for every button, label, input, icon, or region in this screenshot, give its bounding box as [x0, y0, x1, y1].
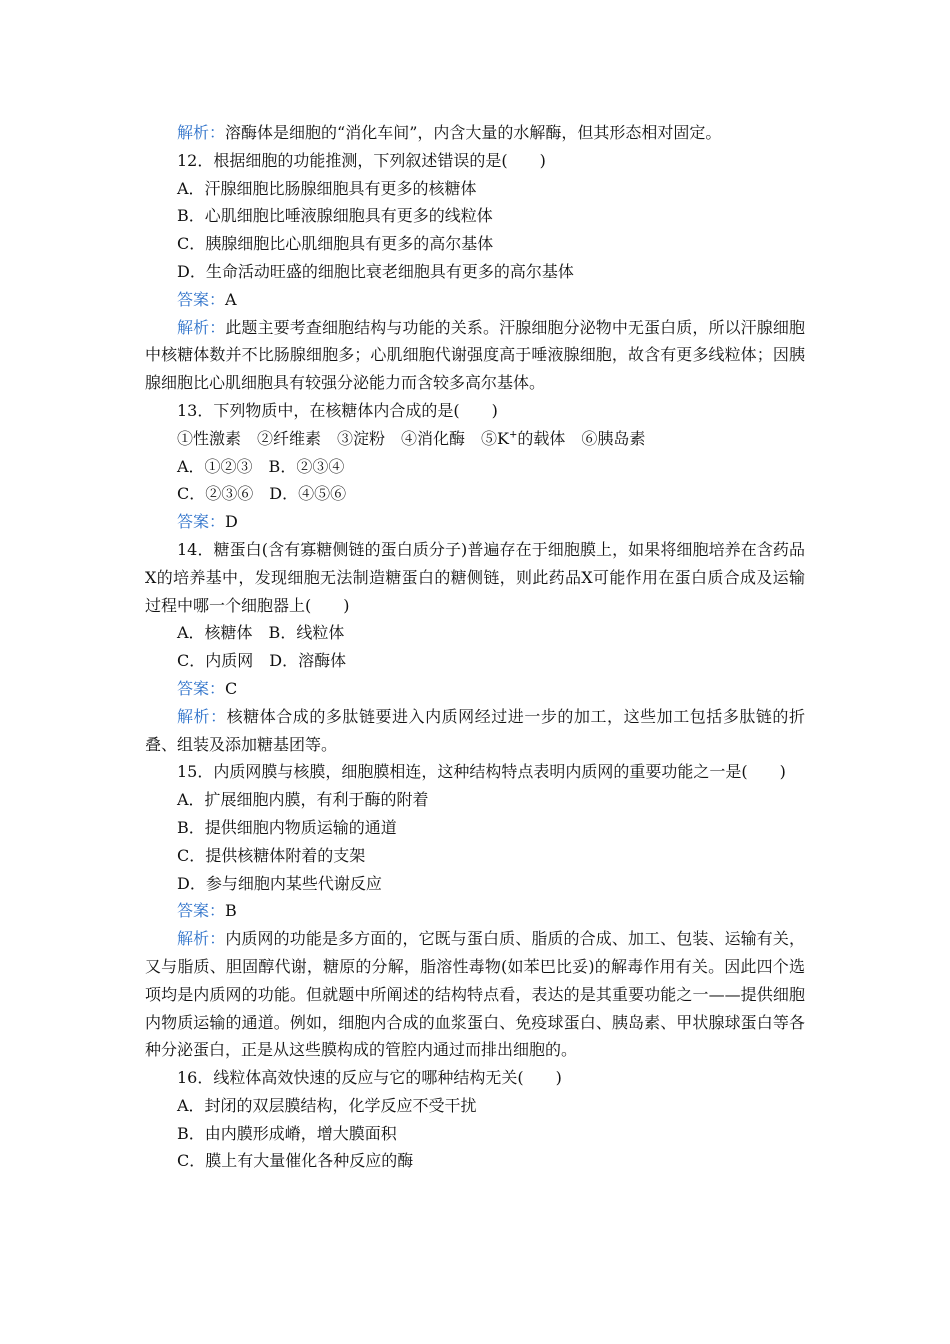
q14-analysis	[145, 703, 805, 759]
q15-option-c: C．提供核糖体附着的支架	[177, 845, 366, 865]
q16-stem: 16．线粒体高效快速的反应与它的哪种结构无关( )	[177, 1068, 562, 1088]
q12-answer	[145, 286, 805, 314]
q14-answer-value: C	[225, 678, 238, 698]
q14-option-ab: A．核糖体 B．线粒体	[177, 623, 345, 643]
answer-label: 答案：	[177, 678, 226, 698]
q13-items-pre: ①性激素 ②纤维素 ③淀粉 ④消化酶 ⑤K	[177, 428, 509, 448]
q12-answer-value: A	[225, 289, 237, 309]
q12-option-a: A．汗腺细胞比肠腺细胞具有更多的核糖体	[177, 178, 477, 198]
q13-items-post: 的载体 ⑥胰岛素	[517, 428, 646, 448]
q14-option-cd: C．内质网 D．溶酶体	[177, 651, 347, 671]
q16-option-b: B．由内膜形成嵴，增大膜面积	[177, 1123, 397, 1143]
q13-items	[145, 425, 805, 453]
q12-stem: 12．根据细胞的功能推测，下列叙述错误的是( )	[177, 150, 546, 170]
q14-stem: 14．糖蛋白(含有寡糖侧链的蛋白质分子)普遍存在于细胞膜上，如果将细胞培养在含药品X的培养基中，发现细胞无法制造糖蛋白的糖侧链，则此药品X可能作用在蛋白质合成及运输过程中哪一个细胞器上( )	[145, 539, 805, 615]
q16-option-a: A．封闭的双层膜结构，化学反应不受干扰	[177, 1095, 477, 1115]
answer-label: 答案：	[177, 289, 226, 309]
analysis-label: 解析：	[177, 317, 226, 337]
q11-analysis-text: 溶酶体是细胞的“消化车间”，内含大量的水解酶，但其形态相对固定。	[225, 123, 722, 142]
document-content	[145, 119, 805, 1175]
q13-option-cd: C．②③⑥ D．④⑤⑥	[177, 484, 347, 504]
q12-option-b: B．心肌细胞比唾液腺细胞具有更多的线粒体	[177, 206, 493, 226]
q13-items-sup: +	[508, 429, 518, 441]
q11-analysis	[145, 119, 805, 147]
q12-option-c: C．胰腺细胞比心肌细胞具有更多的高尔基体	[177, 234, 494, 254]
q16-option-c: C．膜上有大量催化各种反应的酶	[177, 1151, 414, 1171]
answer-label: 答案：	[177, 901, 226, 921]
q13-answer	[145, 508, 805, 536]
q15-option-a: A．扩展细胞内膜，有利于酶的附着	[177, 790, 429, 810]
q13-answer-value: D	[225, 512, 238, 532]
q13-option-ab: A．①②③ B．②③④	[177, 456, 345, 476]
q14-analysis-text: 核糖体合成的多肽链要进入内质网经过进一步的加工，这些加工包括多肽链的折叠、组装及添加糖基团等。	[145, 706, 805, 754]
q12-analysis-text: 此题主要考查细胞结构与功能的关系。汗腺细胞分泌物中无蛋白质，所以汗腺细胞中核糖体数并不比肠腺细胞多；心肌细胞代谢强度高于唾液腺细胞，故含有更多线粒体；因胰腺细胞比心肌细胞具有较强分泌能力而含较多高尔基体。	[145, 317, 805, 393]
analysis-label: 解析：	[177, 706, 227, 726]
q12-analysis	[145, 314, 805, 397]
q15-stem: 15．内质网膜与核膜，细胞膜相连，这种结构特点表明内质网的重要功能之一是( )	[177, 762, 786, 782]
analysis-label: 解析：	[177, 929, 226, 949]
answer-label: 答案：	[177, 512, 226, 532]
q15-option-b: B．提供细胞内物质运输的通道	[177, 817, 397, 837]
analysis-label: 解析：	[177, 123, 226, 142]
q15-answer	[145, 897, 805, 925]
q14-answer	[145, 675, 805, 703]
q15-option-d: D．参与细胞内某些代谢反应	[177, 873, 382, 893]
q15-analysis-text: 内质网的功能是多方面的，它既与蛋白质、脂质的合成、加工、包装、运输有关，又与脂质、胆固醇代谢，糖原的分解，脂溶性毒物(如苯巴比妥)的解毒作用有关。因此四个选项均是内质网的功能。但就题中所阐述的结构特点看，表达的是其重要功能之一——提供细胞内物质运输的通道。例如，细胞内合成的血浆蛋白、免疫球蛋白、胰岛素、甲状腺球蛋白等各种分泌蛋白，正是从这些膜构成的管腔内通过而排出细胞的。	[145, 929, 805, 1060]
q15-analysis	[145, 925, 805, 1064]
q13-stem: 13．下列物质中，在核糖体内合成的是( )	[177, 400, 498, 420]
q15-answer-value: B	[225, 901, 237, 921]
q12-option-d: D．生命活动旺盛的细胞比衰老细胞具有更多的高尔基体	[177, 261, 574, 281]
